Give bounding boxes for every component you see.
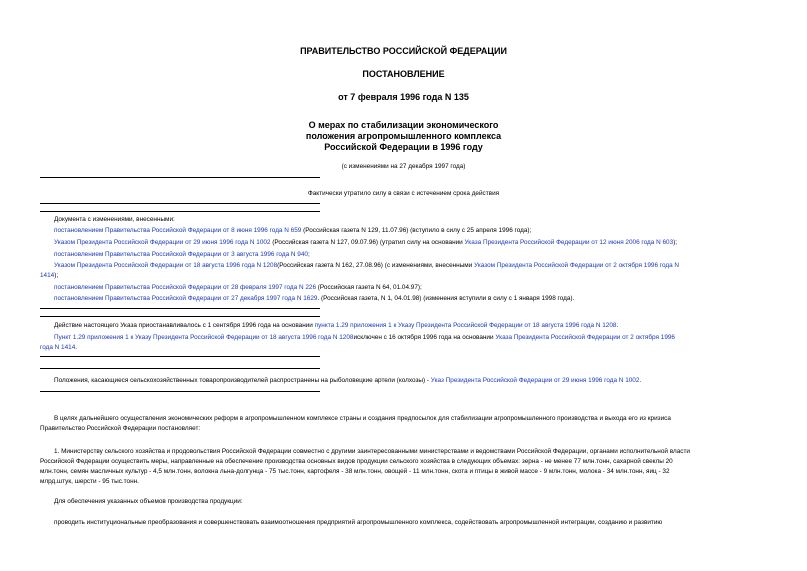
amendment-item: постановлением Правительства Российской Федерации от 3 августа 1996 года N 940; [54, 251, 310, 258]
divider [40, 368, 320, 369]
amendment-item: Указом Президента Российской Федерации от 29 июня 1996 года N 1002 (Российская газета N 127, 09.07.96) (утратил силу на основании Указа Президента Российской Федерации от 12 июня 2006 года N 603); [54, 239, 678, 246]
expired-note: Фактически утратило силу в связи с истечением срока действия [307, 190, 500, 197]
amendment-link[interactable]: Указа Президента Российской Федерации от 12 июня 2006 года N 603 [464, 239, 674, 246]
divider [40, 177, 320, 178]
body-paragraph: проводить институциональные преобразования и совершенствовать взаимоотношения предприятий агропромышленного комплекса, содействовать агропромышленной интеграции, созданию и развитию [54, 519, 663, 526]
amendment-link[interactable]: Указом Президента Российской Федерации от 2 октября 1996 года N [474, 262, 680, 269]
document-type: ПОСТАНОВЛЕНИЕ [362, 69, 445, 79]
divider [40, 308, 320, 309]
suspension-link[interactable]: года N 1414 [40, 344, 76, 351]
body-paragraph-continued: млрд.штук, шерсти - 95 тыс.тонн. [40, 478, 139, 485]
amendment-item: постановлением Правительства Российской Федерации от 28 февраля 1997 года N 226 (Российская газета N 64, 01.04.97); [54, 284, 422, 291]
body-paragraph-continued: Правительство Российской Федерации постановляет: [40, 425, 201, 432]
divider [40, 356, 320, 357]
amendment-link[interactable]: постановлением Правительства Российской Федерации от 3 августа 1996 года N 940 [54, 251, 308, 258]
amendment-link[interactable]: Указом Президента Российской Федерации от 18 августа 1996 года N 1208 [54, 262, 278, 269]
amendment-item: Указом Президента Российской Федерации от 18 августа 1996 года N 1208(Российская газета N 162, 27.08.96) (с изменениями, внесенными Указом Президента Российской Федерации от 2 октября 1996 года N [54, 262, 680, 269]
divider [40, 211, 320, 212]
suspension-note: Пункт 1.29 приложения 1 к Указу Президента Российской Федерации от 18 августа 1996 года N 1208исключен с 16 октября 1996 года на основании Указа Президента Российской Федерации от 2 октября 1996 [54, 334, 675, 341]
fishing-link[interactable]: Указ Президента Российской Федерации от 29 июня 1996 года N 1002 [430, 377, 640, 384]
amendment-link[interactable]: 1414 [40, 272, 55, 279]
changes-note: (с изменениями на 27 декабря 1997 года) [341, 163, 466, 170]
suspension-link[interactable]: Пункт 1.29 приложения 1 к Указу Президента Российской Федерации от 18 августа 1996 года N 1208 [54, 334, 354, 341]
body-paragraph-continued: млн.тонн, семян масличных культур - 4,5 млн.тонн, волокна льна-долгунца - 75 тыс.тонн, картофеля - 38 млн.тонн, овощей - 11 млн.тонн, скота и птицы в живой массе - 9 млн.тонн, молока - 34 млн.тонн, яиц - 32 [40, 468, 670, 475]
body-paragraph: В целях дальнейшего осуществления экономических реформ в агропромышленном комплексе страны и создания предпосылок для стабилизации агропромышленного производства и выхода его из кризиса [54, 415, 671, 422]
body-paragraph-continued: Российской Федерации осуществить меры, направленные на обеспечение производства основных видов продукции сельского хозяйства в следующих объемах: зерна - не менее 77 млн.тонн, сахарной свеклы 20 [40, 458, 673, 465]
amendment-link[interactable]: Указом Президента Российской Федерации от 29 июня 1996 года N 1002 [54, 239, 271, 246]
divider [40, 203, 320, 204]
amendment-item-continued: 1414); [40, 272, 59, 279]
suspension-note: Действие настоящего Указа приостанавливалось с 1 сентября 1996 года на основании пункта 1.29 приложения 1 к Указу Президента Российской Федерации от 18 августа 1996 года N 1208. [54, 322, 619, 329]
amendments-heading: Документа с изменениями, внесенными: [54, 216, 175, 223]
fishing-note: Положения, касающиеся сельскохозяйственных товаропроизводителей распространены на рыболовецкие артели (колхозы) - Указ Президента Российской Федерации от 29 июня 1996 года N 1002. [54, 377, 642, 384]
amendment-item: постановлением Правительства Российской Федерации от 27 декабря 1997 года N 1629. (Российская газета, N 1, 04.01.98) (изменения вступили в силу с 1 января 1998 года). [54, 295, 575, 302]
title-line-3: Российской Федерации в 1996 году [324, 142, 483, 152]
suspension-note-continued: года N 1414. [40, 344, 78, 351]
divider [40, 316, 320, 317]
amendment-item: постановлением Правительства Российской Федерации от 8 июня 1996 года N 659 (Российская газета N 129, 11.07.96) (вступило в силу с 25 апреля 1996 года); [54, 227, 532, 234]
title-line-1: О мерах по стабилизации экономического [308, 120, 499, 130]
body-paragraph: 1. Министерству сельского хозяйства и продовольствия Российской Федерации совместно с другими заинтересованными министерствами и ведомствами Российской Федерации, органами исполнительной власти [54, 448, 690, 455]
suspension-link[interactable]: пункта 1.29 приложения 1 к Указу Президента Российской Федерации от 18 августа 1996 года N 1208 [314, 322, 617, 329]
amendment-link[interactable]: постановлением Правительства Российской Федерации от 27 декабря 1997 года N 1629 [54, 295, 318, 302]
title-line-2: положения агропромышленного комплекса [305, 131, 502, 141]
suspension-link[interactable]: Указа Президента Российской Федерации от 2 октября 1996 [495, 334, 675, 341]
amendment-link[interactable]: постановлением Правительства Российской Федерации от 8 июня 1996 года N 659 [54, 227, 302, 234]
body-paragraph: Для обеспечения указанных объемов производства продукции: [54, 498, 243, 505]
amendment-link[interactable]: постановлением Правительства Российской Федерации от 28 февраля 1997 года N 226 [54, 284, 317, 291]
document-date: от 7 февраля 1996 года N 135 [338, 92, 469, 102]
divider [40, 391, 320, 392]
government-heading: ПРАВИТЕЛЬСТВО РОССИЙСКОЙ ФЕДЕРАЦИИ [300, 46, 507, 56]
